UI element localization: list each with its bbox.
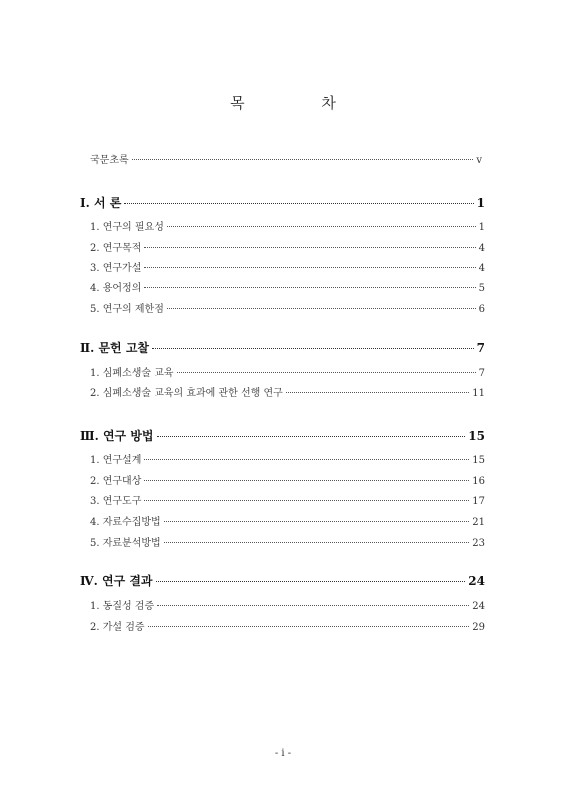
toc-entry-abstract — [90, 151, 482, 166]
toc-item-label: 5. 연구의 제한점 — [90, 304, 164, 315]
dot-leader — [164, 542, 470, 543]
toc-item — [90, 384, 485, 399]
toc-item-label: 4. 용어정의 — [90, 283, 142, 294]
toc-item-label: 2. 심폐소생술 교육의 효과에 관한 선행 연구 — [90, 388, 283, 399]
toc-item-label: 5. 자료분석방법 — [90, 538, 161, 549]
toc-item-label: 1. 연구설계 — [90, 455, 142, 466]
toc-item — [90, 300, 485, 315]
toc-item — [90, 364, 485, 379]
dot-leader — [152, 348, 474, 349]
toc-chapter-label: Ⅱ. 문헌 고찰 — [80, 341, 150, 355]
toc-item-page: 17 — [472, 496, 485, 507]
toc-entry-label: 국문초록 — [90, 155, 129, 166]
dot-leader — [157, 436, 466, 437]
page-title: 목 차 — [230, 94, 372, 112]
toc-item — [90, 597, 485, 612]
toc-item-page: 23 — [472, 538, 485, 549]
dot-leader — [148, 626, 470, 627]
toc-item-label: 2. 연구대상 — [90, 476, 142, 487]
toc-item-page: 6 — [478, 304, 485, 315]
toc-chapter-4 — [80, 572, 485, 589]
toc-item-page: 1 — [478, 222, 485, 233]
toc-item — [90, 472, 485, 487]
toc-item — [90, 513, 485, 528]
toc-item-page: 7 — [478, 368, 485, 379]
dot-leader — [156, 581, 466, 582]
toc-chapter-page: 1 — [476, 196, 485, 210]
toc-item — [90, 218, 485, 233]
dot-leader — [164, 521, 470, 522]
dot-leader — [144, 480, 469, 481]
toc-entry-page: v — [476, 155, 482, 166]
toc-item-page: 24 — [472, 601, 485, 612]
toc-item-page: 15 — [472, 455, 485, 466]
dot-leader — [167, 308, 476, 309]
dot-leader — [177, 372, 476, 373]
toc-item-label: 2. 가설 검증 — [90, 622, 145, 633]
dot-leader — [124, 203, 473, 204]
toc-item-label: 4. 자료수집방법 — [90, 517, 161, 528]
toc-item-page: 21 — [472, 517, 485, 528]
dot-leader — [286, 392, 469, 393]
toc-item-page: 16 — [472, 476, 485, 487]
toc-chapter-label: Ⅰ. 서 론 — [80, 196, 122, 210]
toc-item — [90, 451, 485, 466]
toc-item — [90, 279, 485, 294]
toc-item-label: 1. 동질성 검증 — [90, 601, 155, 612]
toc-item — [90, 492, 485, 507]
dot-leader — [144, 247, 475, 248]
dot-leader — [132, 159, 474, 160]
dot-leader — [144, 267, 475, 268]
toc-item — [90, 259, 485, 274]
dot-leader — [144, 500, 469, 501]
toc-item-label: 3. 연구가설 — [90, 263, 142, 274]
toc-chapter-label: Ⅲ. 연구 방법 — [80, 429, 154, 443]
dot-leader — [144, 459, 469, 460]
toc-item-label: 1. 심폐소생술 교육 — [90, 368, 174, 379]
toc-chapter-page: 7 — [476, 341, 485, 355]
toc-item — [90, 534, 485, 549]
dot-leader — [167, 226, 476, 227]
toc-chapter-3 — [80, 427, 485, 444]
toc-item-page: 5 — [478, 283, 485, 294]
toc-chapter-page: 24 — [468, 574, 485, 588]
toc-item-page: 29 — [472, 622, 485, 633]
toc-chapter-2 — [80, 339, 485, 356]
toc-chapter-label: Ⅳ. 연구 결과 — [80, 574, 153, 588]
toc-item-label: 3. 연구도구 — [90, 496, 142, 507]
toc-item-page: 11 — [472, 388, 485, 399]
toc-item-label: 1. 연구의 필요성 — [90, 222, 164, 233]
toc-chapter-page: 15 — [468, 429, 485, 443]
toc-item — [90, 239, 485, 254]
page-footer-number: - i - — [274, 748, 292, 759]
toc-item-page: 4 — [478, 243, 485, 254]
dot-leader — [144, 287, 475, 288]
dot-leader — [157, 605, 469, 606]
toc-item-page: 4 — [478, 263, 485, 274]
toc-item — [90, 618, 485, 633]
toc-chapter-1 — [80, 194, 485, 211]
toc-item-label: 2. 연구목적 — [90, 243, 142, 254]
